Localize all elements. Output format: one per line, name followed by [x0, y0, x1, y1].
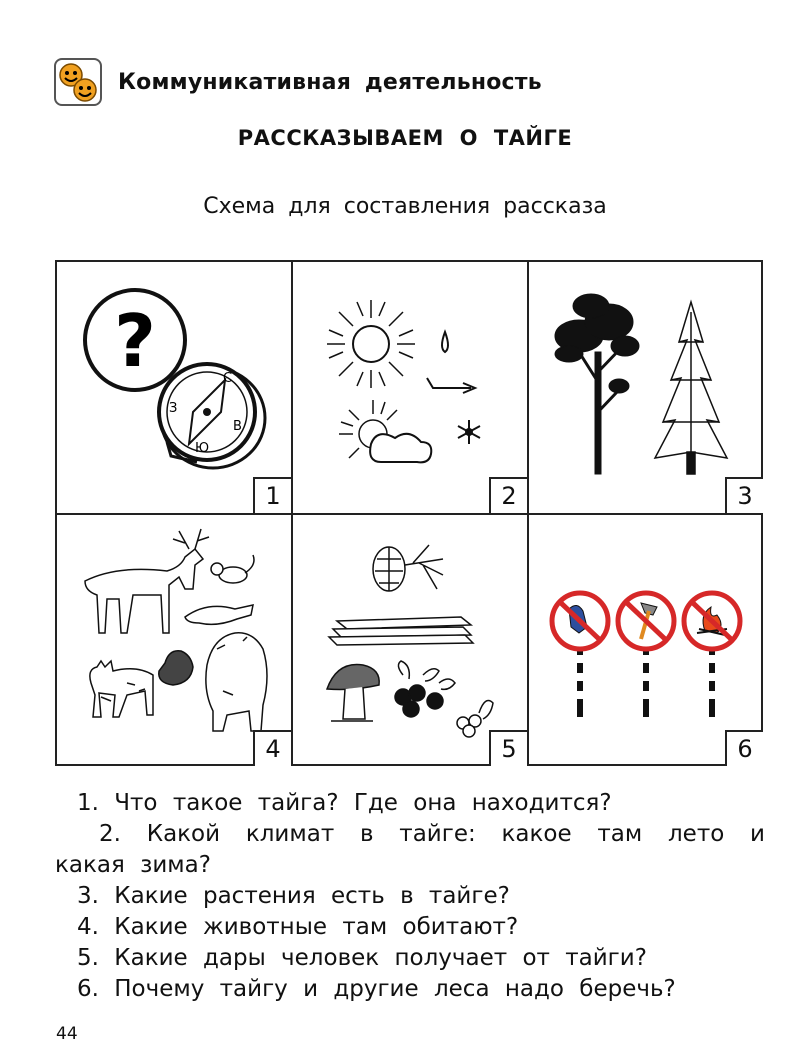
scheme-cell-4 — [57, 515, 291, 766]
question-compass-icon — [57, 262, 291, 513]
svg-text:?: ? — [114, 299, 156, 383]
scheme-caption: Схема для составления рассказа — [203, 194, 607, 219]
compass-letter-s: Ю — [195, 441, 210, 456]
cell-number: 3 — [725, 477, 763, 513]
question-item: 5. Какие дары человек получает от тайги? — [77, 945, 647, 971]
question-item: 2. Какой климат в тайге: какое там лето и какая зима? — [55, 821, 766, 878]
compass-letter-w: З — [169, 401, 178, 416]
question-item: 4. Какие животные там обитают? — [77, 914, 519, 940]
scheme-cell-5 — [293, 515, 527, 766]
question-list — [55, 788, 765, 1005]
cell-number: 4 — [253, 730, 291, 766]
question-item: 3. Какие растения есть в тайге? — [77, 883, 510, 909]
page-number: 44 — [56, 1024, 78, 1044]
section-title: Коммуникативная деятельность — [118, 69, 542, 95]
compass-letter-n: С — [223, 371, 233, 386]
story-scheme-grid — [55, 260, 763, 766]
scheme-cell-2 — [293, 262, 527, 513]
forest-gifts-icon — [293, 515, 527, 766]
question-item: 1. Что такое тайга? Где она находится? — [77, 790, 612, 816]
section-header — [54, 58, 542, 106]
question-item: 6. Почему тайгу и другие леса надо беречь? — [77, 976, 676, 1002]
taiga-animals-icon — [57, 515, 291, 766]
prohibition-signs-icon — [529, 515, 763, 766]
scheme-cell-3 — [529, 262, 763, 513]
weather-climate-icon — [293, 262, 527, 513]
cell-number: 2 — [489, 477, 527, 513]
pine-and-spruce-icon — [529, 262, 763, 513]
cell-number: 1 — [253, 477, 291, 513]
scheme-cell-1 — [57, 262, 291, 513]
compass-letter-e: В — [233, 419, 242, 434]
scheme-cell-6 — [529, 515, 763, 766]
two-smiley-faces-icon — [54, 58, 102, 106]
cell-number: 5 — [489, 730, 527, 766]
cell-number: 6 — [725, 730, 763, 766]
lesson-title: РАССКАЗЫВАЕМ О ТАЙГЕ — [237, 126, 573, 150]
